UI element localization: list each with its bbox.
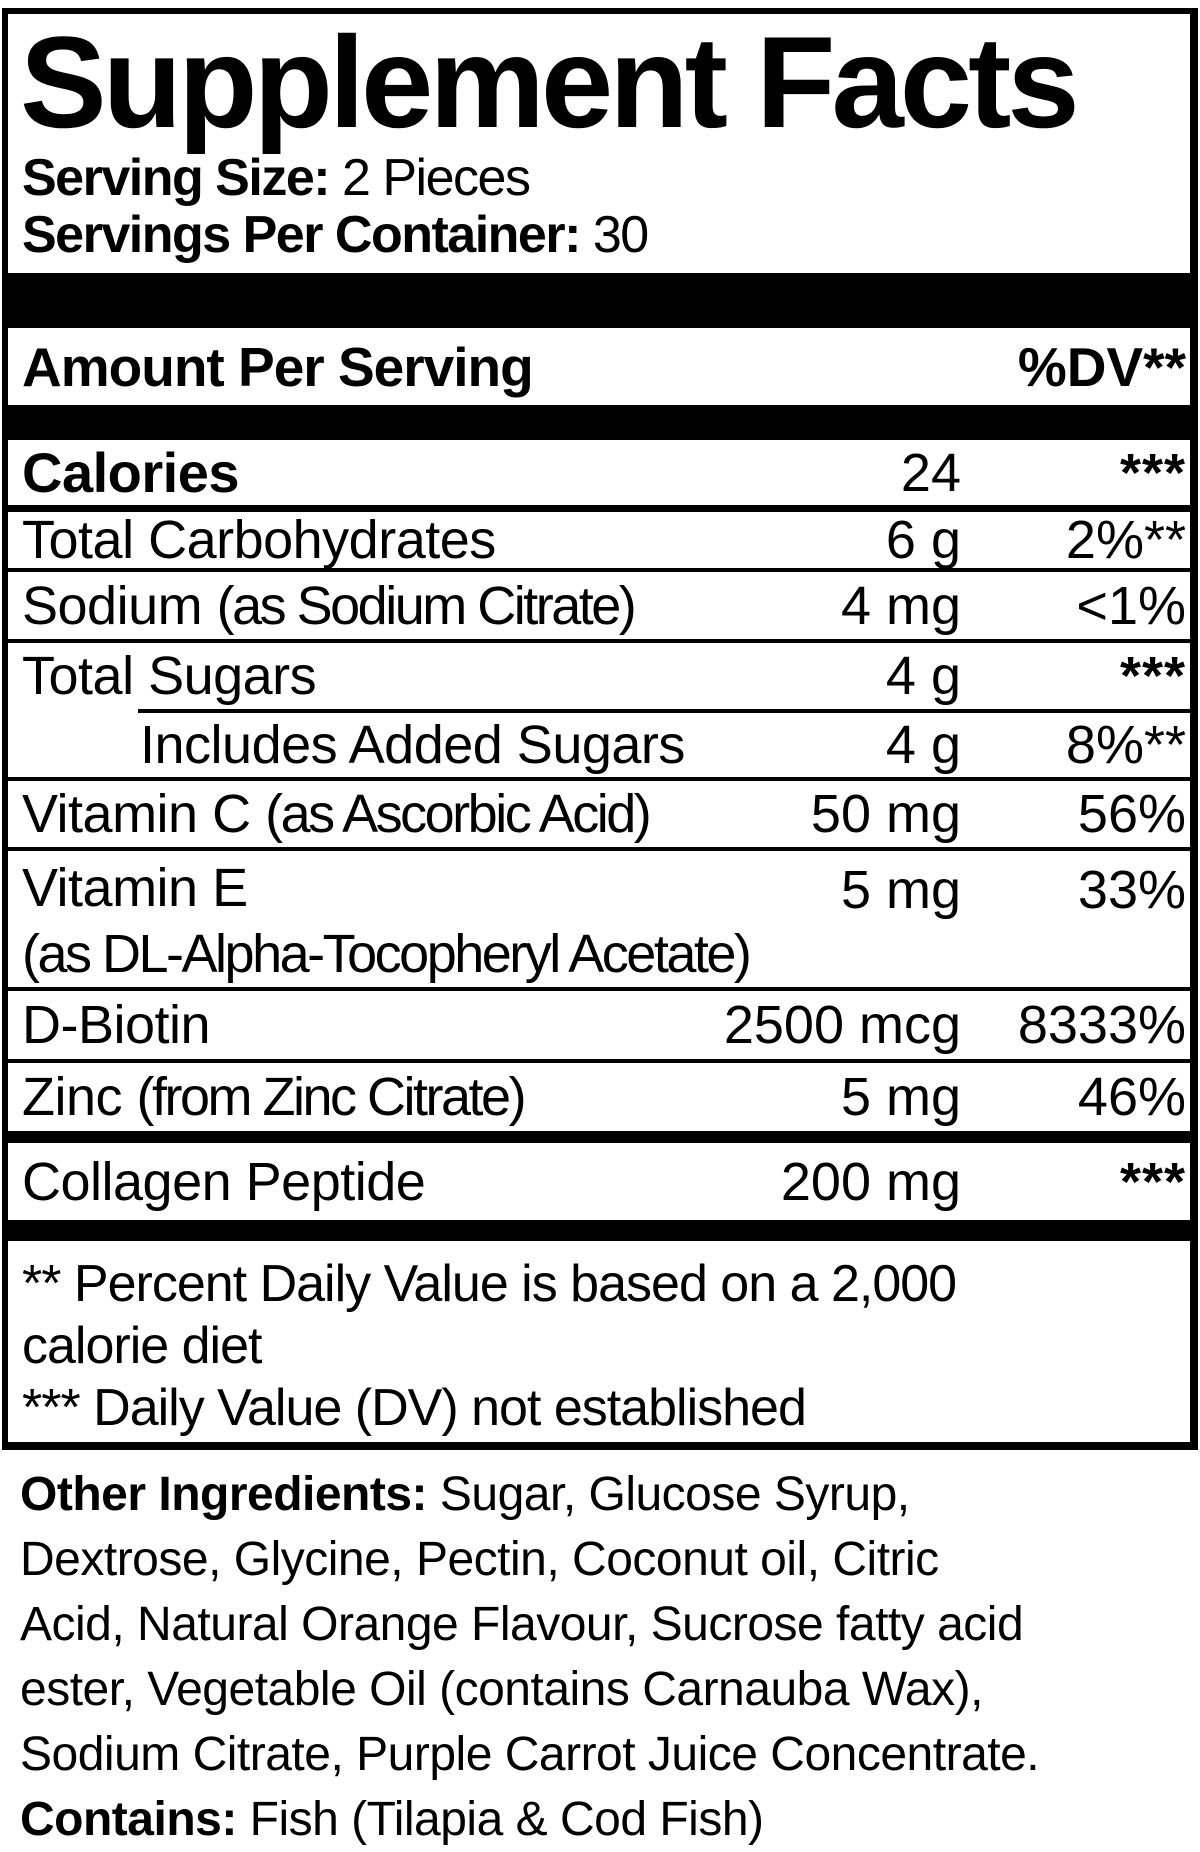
servings-per-container-value: 30 [579, 206, 648, 264]
nutrient-name: Includes Added Sugars [140, 715, 685, 775]
nutrient-name: Sodium (as Sodium Citrate) [22, 575, 635, 636]
other-ingredients-section [20, 1462, 1192, 1852]
percent-dv-header: %DV** [1017, 335, 1186, 398]
nutrient-amount: 4 g [885, 646, 961, 706]
row-total-sugars [8, 643, 1190, 709]
nutrient-dv: 8%** [1065, 715, 1186, 775]
nutrient-source-note: (as Ascorbic Acid) [265, 784, 650, 844]
amount-per-serving-header: Amount Per Serving [22, 335, 533, 398]
nutrient-source-note: (as Sodium Citrate) [216, 575, 635, 636]
serving-info [22, 150, 1190, 264]
row-collagen-peptide [8, 1143, 1190, 1220]
other-ingredients-line: Acid, Natural Orange Flavour, Sucrose fatty acid [20, 1598, 1024, 1651]
nutrient-source-note: (from Zinc Citrate) [136, 1067, 525, 1127]
nutrient-name: Total Sugars [22, 646, 317, 706]
other-ingredients-line: ester, Vegetable Oil (contains Carnauba Wax), [20, 1663, 983, 1716]
serving-size-value: 2 Pieces [329, 149, 530, 207]
nutrient-amount: 6 g [885, 510, 961, 570]
serving-size-line [22, 150, 1190, 207]
nutrient-dv: 8333% [1017, 995, 1186, 1055]
nutrient-dv: *** [1119, 1152, 1186, 1212]
nutrient-source-note: (as DL-Alpha-Tocopheryl Acetate) [22, 924, 750, 984]
nutrient-amount: 200 mg [780, 1151, 961, 1212]
nutrient-name: Zinc (from Zinc Citrate) [22, 1067, 525, 1127]
thick-divider-header [8, 405, 1190, 440]
row-includes-added-sugars [8, 713, 1190, 777]
row-total-carbohydrates [8, 512, 1190, 568]
panel-title: Supplement Facts [20, 9, 1076, 155]
supplement-facts-panel [2, 8, 1198, 1450]
nutrient-amount: 5 mg [840, 860, 961, 920]
nutrient-name: Total Carbohydrates [22, 510, 496, 570]
nutrient-name: Calories [22, 441, 239, 504]
thick-divider-top [8, 273, 1190, 328]
nutrient-dv: 56% [1077, 784, 1186, 844]
contains-line [20, 1787, 1192, 1852]
nutrient-dv: *** [1119, 646, 1186, 706]
thick-divider-bottom [8, 1220, 1190, 1241]
nutrient-dv: 46% [1077, 1067, 1186, 1127]
servings-per-container-line [22, 207, 1190, 264]
nutrient-dv: <1% [1076, 575, 1186, 636]
contains-label: Contains: [20, 1793, 250, 1846]
nutrient-dv: 33% [1077, 860, 1186, 920]
contains-value: Fish (Tilapia & Cod Fish) [249, 1793, 764, 1846]
nutrient-name: Collagen Peptide [22, 1151, 426, 1212]
footnote-not-established: *** Daily Value (DV) not established [22, 1379, 806, 1437]
row-vitamin-e [8, 851, 1190, 987]
other-ingredients-line [20, 1462, 1192, 1527]
nutrient-name: Vitamin E (as DL-Alpha-Tocopheryl Acetate) [22, 858, 750, 984]
column-header-row [8, 328, 1190, 405]
other-ingredients-line: Sodium Citrate, Purple Carrot Juice Concentrate. [20, 1728, 1040, 1781]
other-ingredients-line: Dextrose, Glycine, Pectin, Coconut oil, Citric [20, 1533, 939, 1586]
nutrient-amount: 4 g [885, 715, 961, 775]
row-sodium [8, 572, 1190, 639]
servings-per-container-label: Servings Per Container: [22, 206, 580, 264]
nutrient-amount: 50 mg [810, 784, 961, 844]
nutrient-name: D-Biotin [22, 995, 211, 1055]
nutrient-amount: 2500 mcg [723, 995, 961, 1055]
footnote-dv-line-2: calorie diet [22, 1317, 262, 1375]
row-zinc [8, 1063, 1190, 1131]
ingredients-text: Sugar, Glucose Syrup, [439, 1468, 910, 1521]
row-calories [8, 440, 1190, 505]
footnotes [8, 1241, 1190, 1439]
footnote-dv-line-1: ** Percent Daily Value is based on a 2,000 [22, 1255, 957, 1313]
serving-size-label: Serving Size: [22, 149, 330, 207]
nutrient-dv: 2%** [1065, 510, 1186, 570]
nutrient-amount: 4 mg [840, 575, 961, 636]
nutrient-amount: 24 [900, 442, 961, 503]
medium-divider [8, 1131, 1190, 1143]
nutrient-name: Vitamin C (as Ascorbic Acid) [22, 784, 650, 844]
nutrient-dv: *** [1119, 442, 1186, 503]
nutrient-amount: 5 mg [840, 1067, 961, 1127]
row-vitamin-c [8, 781, 1190, 847]
other-ingredients-label: Other Ingredients: [20, 1468, 440, 1521]
row-d-biotin [8, 991, 1190, 1059]
